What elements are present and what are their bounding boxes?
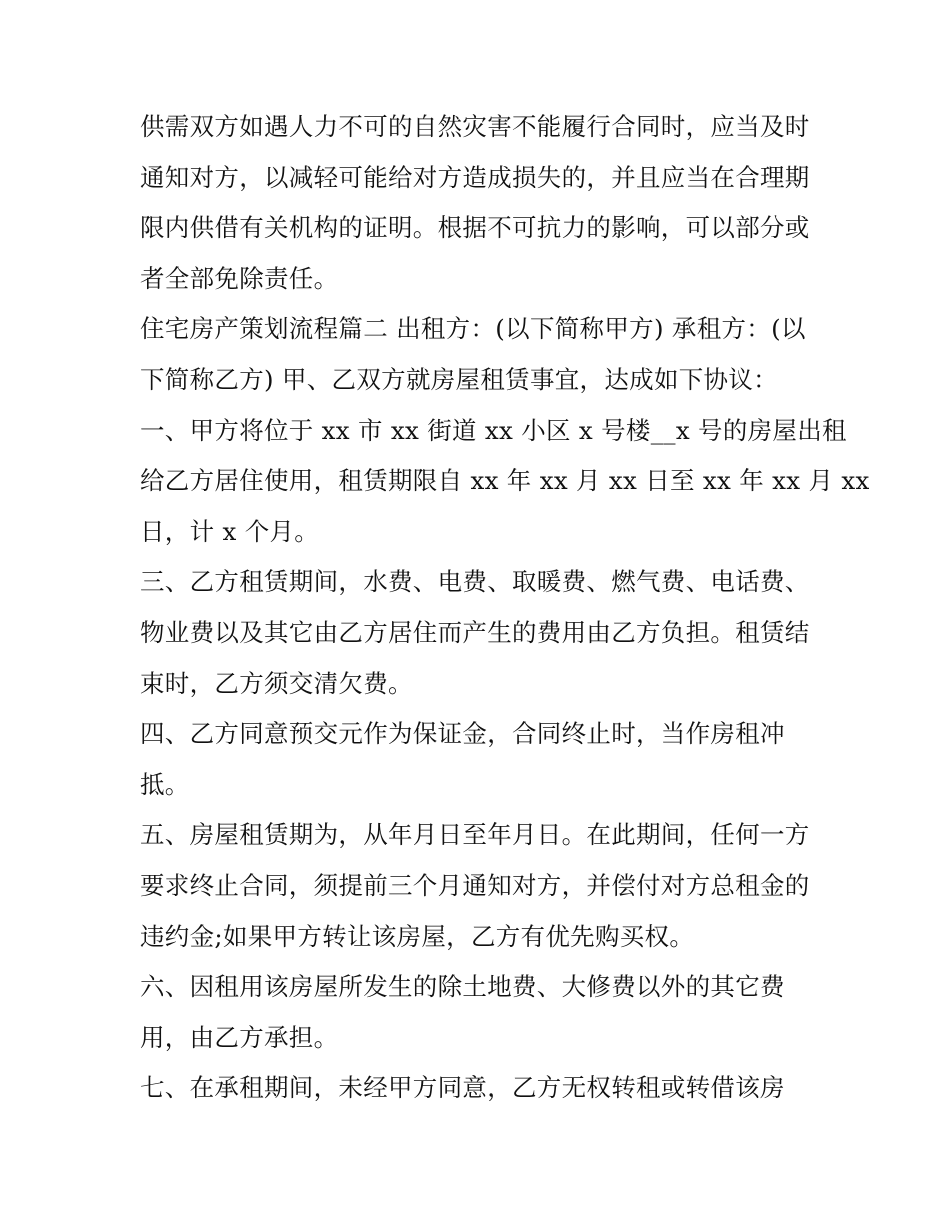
text-line: 下简称乙方) 甲、乙双方就房屋租赁事宜，达成如下协议： xyxy=(140,364,778,394)
text-line: 束时，乙方须交清欠费。 xyxy=(140,668,413,698)
paragraph-clause-5 xyxy=(140,810,816,962)
paragraph-lease-intro xyxy=(140,304,816,405)
text-line: 四、乙方同意预交元作为保证金，合同终止时，当作房租冲 xyxy=(140,719,785,749)
text-line: 七、在承租期间，未经甲方同意，乙方无权转租或转借该房 xyxy=(140,1073,785,1103)
text-line: 六、因租用该房屋所发生的除土地费、大修费以外的其它费 xyxy=(140,972,785,1002)
text-line: 日，计 x 个月。 xyxy=(140,516,320,546)
document-body xyxy=(140,102,870,1114)
paragraph-clause-3 xyxy=(140,557,816,709)
text-line: 要求终止合同，须提前三个月通知对方，并偿付对方总租金的 xyxy=(140,870,810,900)
text-line: 住宅房产策划流程篇二 出租方：(以下简称甲方) 承租方：(以 xyxy=(140,314,806,344)
text-line: 物业费以及其它由乙方居住而产生的费用由乙方负担。租赁结 xyxy=(140,617,810,647)
text-line: 一、甲方将位于 xx 市 xx 街道 xx 小区 x 号楼__x 号的房屋出租 xyxy=(140,415,847,445)
text-line: 者全部免除责任。 xyxy=(140,263,339,293)
paragraph-clause-6 xyxy=(140,962,816,1063)
paragraph-force-majeure xyxy=(140,102,816,304)
paragraph-clause-1 xyxy=(140,406,870,558)
text-line: 供需双方如遇人力不可的自然灾害不能履行合同时，应当及时 xyxy=(140,112,810,141)
text-line: 抵。 xyxy=(140,769,190,799)
text-line: 违约金;如果甲方转让该房屋，乙方有优先购买权。 xyxy=(140,921,695,951)
paragraph-clause-4 xyxy=(140,709,816,810)
text-line: 五、房屋租赁期为，从年月日至年月日。在此期间，任何一方 xyxy=(140,820,810,850)
text-line: 给乙方居住使用，租赁期限自 xx 年 xx 月 xx 日至 xx 年 xx 月 xx xyxy=(140,466,870,496)
paragraph-clause-7 xyxy=(140,1063,816,1114)
text-line: 三、乙方租赁期间，水费、电费、取暖费、燃气费、电话费、 xyxy=(140,567,810,597)
text-line: 用，由乙方承担。 xyxy=(140,1022,339,1052)
text-line: 限内供借有关机构的证明。根据不可抗力的影响，可以部分或 xyxy=(140,213,810,243)
text-line: 通知对方，以减轻可能给对方造成损失的，并且应当在合理期 xyxy=(140,162,810,192)
